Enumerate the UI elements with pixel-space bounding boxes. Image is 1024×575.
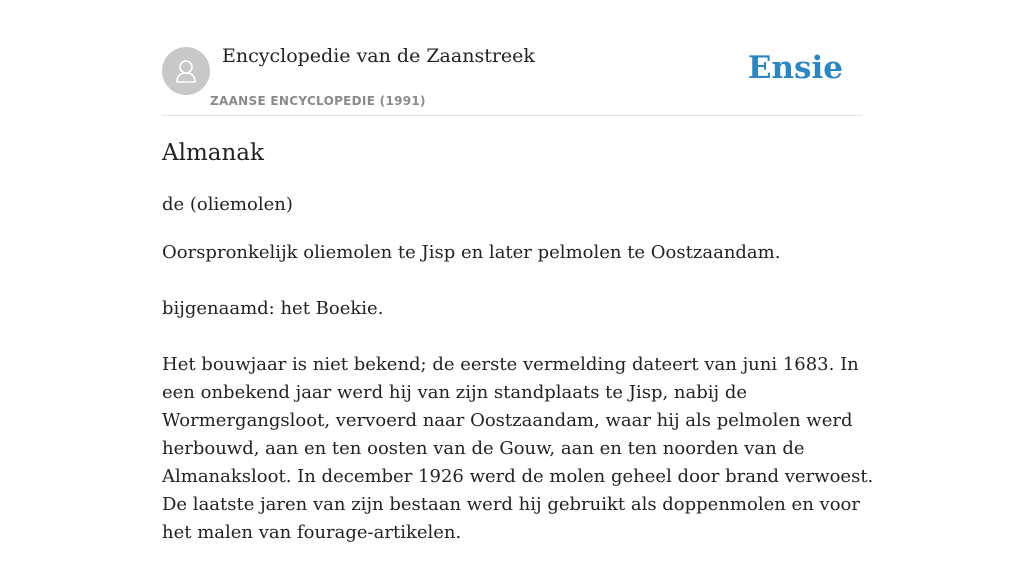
entry-type: de (oliemolen) xyxy=(162,194,293,215)
entry-body xyxy=(162,239,874,575)
entry-title: Almanak xyxy=(162,140,264,166)
source-subtitle: ZAANSE ENCYCLOPEDIE (1991) xyxy=(210,94,426,108)
user-icon xyxy=(171,56,201,86)
brand-logo[interactable]: Ensie xyxy=(747,50,843,86)
entry-paragraph: bijgenaamd: het Boekie. xyxy=(162,298,384,319)
content-container xyxy=(162,0,874,543)
source-header xyxy=(162,0,862,116)
source-title[interactable]: Encyclopedie van de Zaanstreek xyxy=(222,45,535,67)
avatar[interactable] xyxy=(162,47,210,95)
entry-paragraph: Het bouwjaar is niet bekend; de eerste vermelding dateert van juni 1683. In een onbekend jaar werd hij van zijn standplaats te Jisp, nabij de Wormergangsloot, vervoerd naar Oostzaandam, waar hij als pelmolen werd herbouwd, aan en ten oosten van de Gouw, aan en ten noorden van de Almanaksloot. In december 1926 werd de molen geheel door brand verwoest. De laatste jaren van zijn bestaan werd hij gebruikt als doppenmolen en voor het malen van fourage-artikelen. xyxy=(162,354,874,543)
entry-paragraph: Oorspronkelijk oliemolen te Jisp en later pelmolen te Oostzaandam. xyxy=(162,242,781,263)
